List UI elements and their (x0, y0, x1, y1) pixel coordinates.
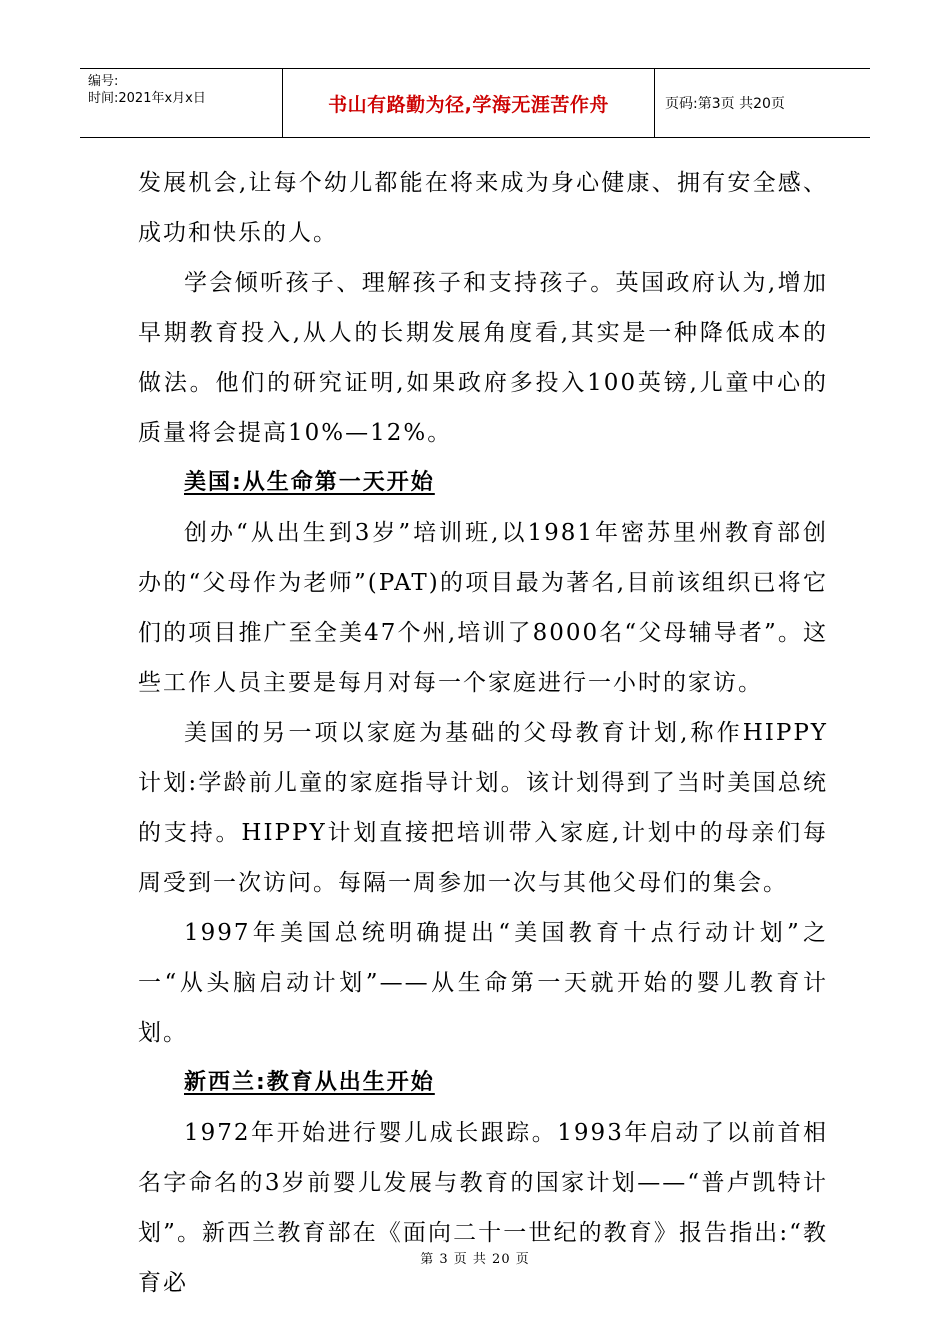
body-text (138, 158, 828, 1308)
section-heading-nz (138, 1058, 828, 1108)
paragraph-1: 发展机会,让每个幼儿都能在将来成为身心健康、拥有安全感、成功和快乐的人。 (138, 170, 828, 246)
paragraph-3: 创办“从出生到3岁”培训班,以1981年密苏里州教育部创办的“父母作为老师”(PAT)的项目最为著名,目前该组织已将它们的项目推广至全美47个州,培训了8000名“父母辅导者”。这些工作人员主要是每月对每一个家庭进行一小时的家访。 (138, 520, 828, 696)
page-info: 页码:第3页 共20页 (665, 96, 785, 112)
section-heading-usa (138, 458, 828, 508)
paragraph-4: 美国的另一项以家庭为基础的父母教育计划,称作HIPPY计划:学龄前儿童的家庭指导计划。该计划得到了当时美国总统的支持。HIPPY计划直接把培训带入家庭,计划中的母亲们每周受到一次访问。每隔一周参加一次与其他父母们的集会。 (138, 720, 828, 896)
date-label: 时间:2021年x月x日 (88, 91, 206, 106)
paragraph-5: 1997年美国总统明确提出“美国教育十点行动计划”之一“从头脑启动计划”——从生命第一天就开始的婴儿教育计划。 (138, 920, 828, 1046)
section-heading-usa-text: 美国:从生命第一天开始 (184, 470, 435, 495)
page-header (80, 68, 870, 138)
motto-text: 书山有路勤为径,学海无涯苦作舟 (328, 93, 609, 116)
section-heading-nz-text: 新西兰:教育从出生开始 (184, 1070, 435, 1095)
page-footer: 第 3 页 共 20 页 (420, 1252, 530, 1267)
header-left-cell (80, 69, 282, 137)
paragraph-6: 1972年开始进行婴儿成长跟踪。1993年启动了以前首相名字命名的3岁前婴儿发展与教育的国家计划——“普卢凯特计划”。新西兰教育部在《面向二十一世纪的教育》报告指出:“教育必 (138, 1120, 828, 1296)
header-motto-cell (282, 69, 655, 137)
paragraph-2: 学会倾听孩子、理解孩子和支持孩子。英国政府认为,增加早期教育投入,从人的长期发展角度看,其实是一种降低成本的做法。他们的研究证明,如果政府多投入100英镑,儿童中心的质量将会提高10%—12%。 (138, 270, 828, 446)
doc-number-label: 编号: (88, 74, 119, 89)
header-page-cell (655, 69, 870, 137)
